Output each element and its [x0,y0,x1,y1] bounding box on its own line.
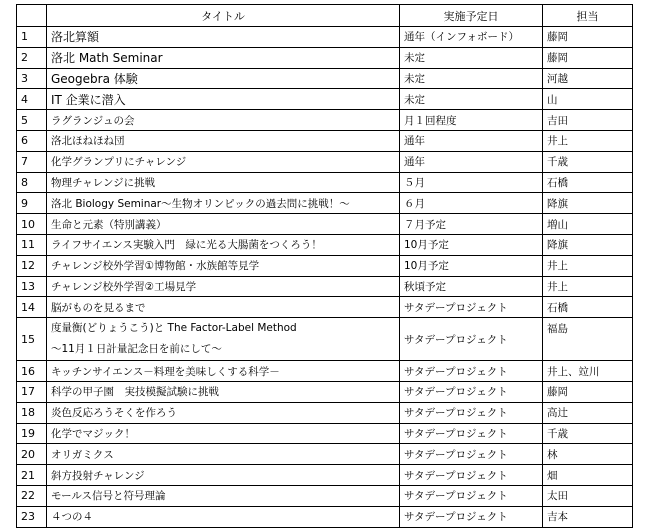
row-person: 石橋 [543,297,633,318]
row-number: 8 [17,172,47,193]
row-date: 10月予定 [400,234,543,255]
row-number: 4 [17,89,47,110]
table-row [17,297,633,318]
row-number: 19 [17,423,47,444]
row-person: 井上 [543,276,633,297]
header-no [17,5,47,27]
row-number: 10 [17,214,47,235]
row-title: キッチンサイエンス－料理を美味しくする科学－ [47,361,400,382]
schedule-table [16,4,633,528]
row-date: 未定 [400,89,543,110]
row-person: 藤岡 [543,47,633,68]
row-date: サタデープロジェクト [400,506,543,527]
row-date: 月１回程度 [400,110,543,131]
row-person: 降旗 [543,193,633,214]
table-row [17,485,633,506]
table-row [17,47,633,68]
table-row [17,381,633,402]
row-title-line-2: ～11月１日計量記念日を前にして～ [51,343,222,356]
row-person: 吉田 [543,110,633,131]
row-title: 化学でマジック！ [47,423,400,444]
table-row [17,151,633,172]
row-number: 14 [17,297,47,318]
row-date: 未定 [400,68,543,89]
row-date: サタデープロジェクト [400,361,543,382]
row-number: 9 [17,193,47,214]
row-number: 13 [17,276,47,297]
table-row [17,89,633,110]
row-number: 15 [17,318,47,361]
row-title: ラグランジュの会 [47,110,400,131]
row-person: 畑 [543,465,633,486]
row-person: 降旗 [543,234,633,255]
row-person: 増山 [543,214,633,235]
table-header-row [17,5,633,27]
row-title: 物理チャレンジに挑戦 [47,172,400,193]
row-number: 6 [17,130,47,151]
row-person: 河越 [543,68,633,89]
row-date: サタデープロジェクト [400,423,543,444]
row-title: 斜方投射チャレンジ [47,465,400,486]
row-date: ６月 [400,193,543,214]
row-number: 20 [17,444,47,465]
row-title: 科学の甲子園 実技模擬試験に挑戦 [47,381,400,402]
table-row [17,318,633,361]
row-date: 通年（インフォボード） [400,27,543,48]
row-date: ７月予定 [400,214,543,235]
row-number: 16 [17,361,47,382]
row-number: 7 [17,151,47,172]
row-date: サタデープロジェクト [400,402,543,423]
row-title: 炎色反応ろうそくを作ろう [47,402,400,423]
table-row [17,214,633,235]
row-title: チャレンジ校外学習②工場見学 [47,276,400,297]
table-row [17,276,633,297]
row-number: 5 [17,110,47,131]
row-date: サタデープロジェクト [400,485,543,506]
row-person: 太田 [543,485,633,506]
row-person: 林 [543,444,633,465]
table-row [17,255,633,276]
row-person: 井上、竝川 [543,361,633,382]
row-person: 千歳 [543,151,633,172]
row-person: 石橋 [543,172,633,193]
row-date: サタデープロジェクト [400,318,543,361]
row-person: 藤岡 [543,27,633,48]
table-row [17,465,633,486]
row-title: チャレンジ校外学習①博物館・水族館等見学 [47,255,400,276]
row-number: 23 [17,506,47,527]
table-row [17,27,633,48]
row-date: サタデープロジェクト [400,465,543,486]
header-date: 実施予定日 [400,5,543,27]
row-title: 脳がものを見るまで [47,297,400,318]
row-title [47,318,400,361]
row-title: IT 企業に潜入 [47,89,400,110]
header-title: タイトル [47,5,400,27]
table-row [17,130,633,151]
row-title: 洛北 Biology Seminar～生物オリンピックの過去問に挑戦！～ [47,193,400,214]
row-date: サタデープロジェクト [400,381,543,402]
schedule-table-container [16,4,633,528]
row-number: 21 [17,465,47,486]
row-title: 洛北 Math Seminar [47,47,400,68]
row-person: 高辻 [543,402,633,423]
row-title: 化学グランプリにチャレンジ [47,151,400,172]
header-person: 担当 [543,5,633,27]
row-title-line-1: 度量衡(どりょうこう)と The Factor-Label Method [51,322,297,335]
row-number: 17 [17,381,47,402]
table-row [17,444,633,465]
row-number: 22 [17,485,47,506]
row-title: 洛北算額 [47,27,400,48]
row-title: ４つの４ [47,506,400,527]
row-date: ５月 [400,172,543,193]
row-number: 3 [17,68,47,89]
row-date: 秋頃予定 [400,276,543,297]
row-title: 生命と元素（特別講義） [47,214,400,235]
row-person: 井上 [543,130,633,151]
row-title: モールス信号と符号理論 [47,485,400,506]
row-person: 藤岡 [543,381,633,402]
table-row [17,110,633,131]
table-row [17,172,633,193]
table-row [17,193,633,214]
row-number: 12 [17,255,47,276]
row-person: 千歳 [543,423,633,444]
row-number: 18 [17,402,47,423]
table-row [17,506,633,527]
table-row [17,402,633,423]
row-person: 井上 [543,255,633,276]
row-title: オリガミクス [47,444,400,465]
table-row [17,361,633,382]
table-row [17,234,633,255]
row-number: 2 [17,47,47,68]
row-date: サタデープロジェクト [400,297,543,318]
row-person: 吉本 [543,506,633,527]
table-row [17,68,633,89]
row-date: 未定 [400,47,543,68]
table-row [17,423,633,444]
row-title: 洛北ほねほね団 [47,130,400,151]
row-title: ライフサイエンス実験入門 緑に光る大腸菌をつくろう！ [47,234,400,255]
row-person: 山 [543,89,633,110]
row-person: 福島 [543,318,633,361]
row-date: サタデープロジェクト [400,444,543,465]
row-date: 通年 [400,130,543,151]
row-date: 通年 [400,151,543,172]
row-title: Geogebra 体験 [47,68,400,89]
row-date: 10月予定 [400,255,543,276]
row-number: 11 [17,234,47,255]
row-number: 1 [17,27,47,48]
